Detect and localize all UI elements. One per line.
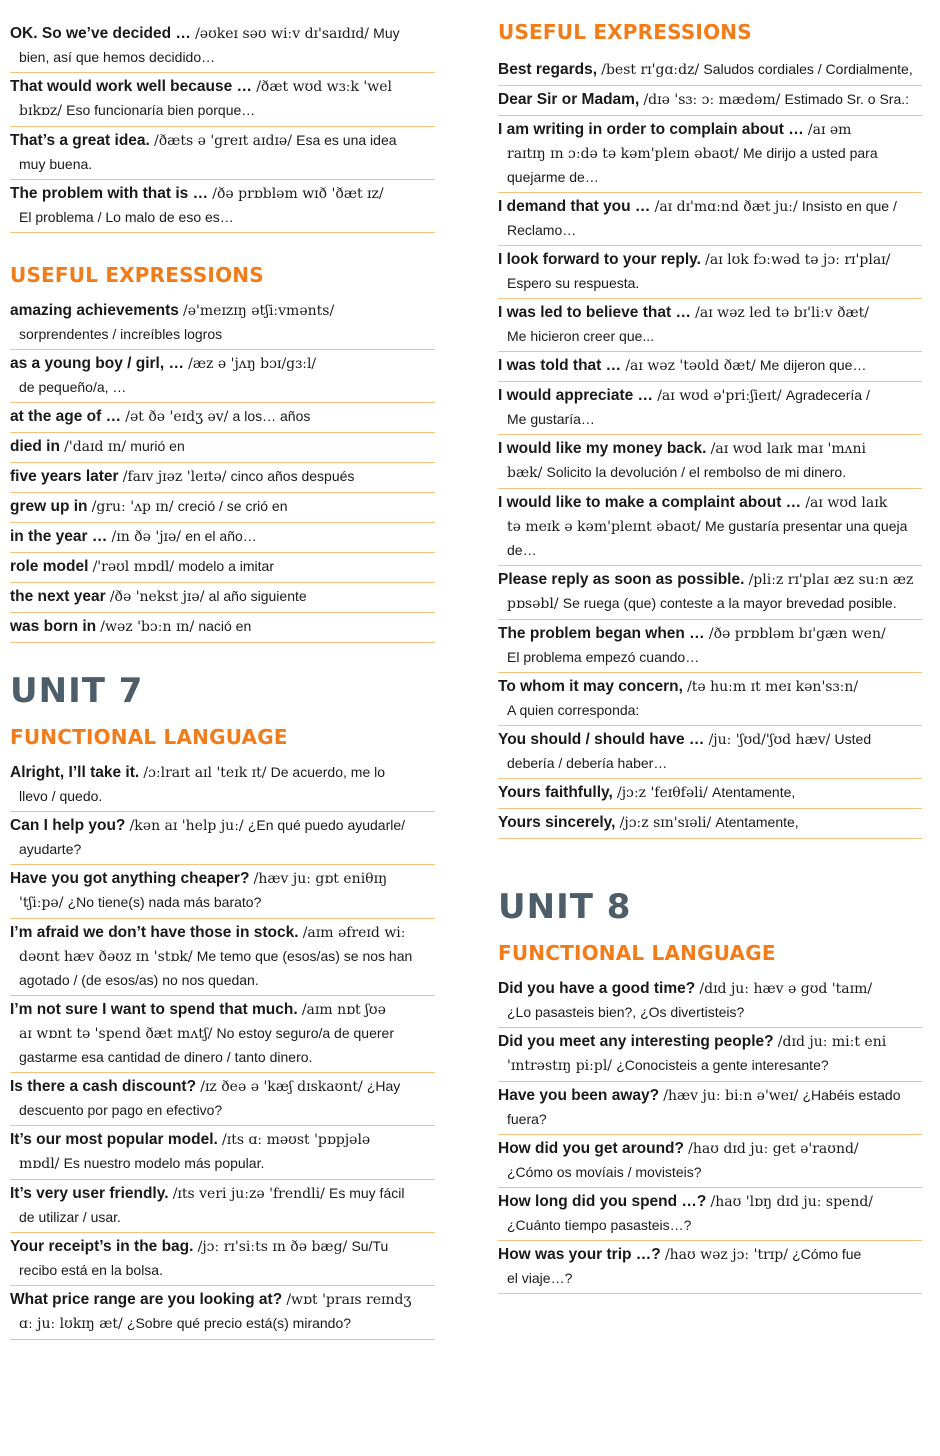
- list-item: [498, 673, 922, 726]
- entry-pronunciation: /ɪn ðə 'jɪə/: [111, 529, 182, 545]
- entry-continuation: [10, 1259, 435, 1282]
- entry-pronunciation: /dɪə 'sɜː ɔː mædəm/: [643, 92, 781, 108]
- entry-translation: Me dijeron que…: [759, 357, 867, 373]
- entry-term: Have you been away?: [498, 1087, 660, 1104]
- entry-pronunciation: /best rɪ'gɑːdz/: [601, 62, 700, 78]
- list-item: [498, 116, 922, 193]
- entry-translation-cont: muy buena.: [19, 156, 93, 172]
- entry-continuation: [498, 1161, 922, 1184]
- entry-continuation: [498, 1001, 922, 1024]
- entry-translation-cont: Me gustaría…: [507, 411, 595, 427]
- unit-8-title: UNIT 8: [498, 887, 632, 927]
- entry-translation: cinco años después: [230, 468, 355, 484]
- entry-continuation: [10, 323, 435, 346]
- entry-continuation: [498, 752, 922, 775]
- entry-continuation: [498, 408, 922, 431]
- entry-translation-cont: Me gustaría presentar una queja de…: [507, 518, 908, 558]
- functional-language-heading: FUNCTIONAL LANGUAGE: [498, 941, 776, 965]
- entry-term: died in: [10, 438, 60, 455]
- entry-term: I look forward to your reply.: [498, 251, 701, 268]
- entry-translation-cont: de pequeño/a, …: [19, 379, 127, 395]
- entry-pronunciation: /əʊkeɪ səʊ wiːv dɪ'saɪdɪd/: [195, 26, 369, 42]
- list-item: [498, 566, 922, 620]
- entry-pronunciation: /ðæts ə 'greɪt aɪdɪə/: [154, 133, 292, 149]
- list-item: [498, 620, 922, 673]
- entry-pronunciation: /ɪts veri juːzə 'frendli/: [172, 1186, 325, 1202]
- list-item: [498, 86, 922, 116]
- entry-pronunciation: /ɪz ðeə ə 'kæʃ dɪskaʊnt/: [200, 1079, 363, 1095]
- entry-continuation: [498, 1267, 922, 1290]
- entry-term: I would like my money back.: [498, 440, 707, 457]
- entry-term: Have you got anything cheaper?: [10, 870, 250, 887]
- entry-pronunciation: /æz ə 'jʌŋ bɔɪ/gɜːl/: [188, 356, 317, 372]
- list-item: [10, 403, 435, 433]
- entry-pronunciation: /haʊ dɪd juː get ə'raʊnd/: [688, 1141, 859, 1157]
- list-item: [10, 1073, 435, 1126]
- entry-translation-cont: Se ruega (que) conteste a la mayor brevedad posible.: [562, 595, 897, 611]
- entry-pronunciation: /faɪv jɪəz 'leɪtə/: [122, 469, 227, 485]
- entry-continuation: [498, 1108, 922, 1131]
- entry-continuation: [10, 1206, 435, 1229]
- entry-translation: a los… años: [232, 408, 311, 424]
- entry-continuation: [498, 142, 922, 189]
- list-item: [498, 726, 922, 779]
- list-item: [10, 553, 435, 583]
- entry-translation: ¿En qué puedo ayudarle/: [247, 817, 406, 833]
- entry-term: Did you meet any interesting people?: [498, 1033, 774, 1050]
- entry-term: amazing achievements: [10, 302, 179, 319]
- entry-pronunciation: /aɪ wəz 'təʊld ðæt/: [625, 358, 756, 374]
- entry-translation: modelo a imitar: [178, 558, 274, 574]
- entry-term: five years later: [10, 468, 119, 485]
- list-item: [10, 180, 435, 233]
- entry-translation-cont: ¿Conocisteis a gente interesante?: [616, 1057, 829, 1073]
- entry-continuation: [10, 1312, 435, 1336]
- entry-continuation: [10, 46, 435, 69]
- entry-term: What price range are you looking at?: [10, 1291, 283, 1308]
- entry-translation-cont: Me temo que (esos/as) se nos han agotado / (de esos/as) no nos quedan.: [19, 948, 413, 988]
- entry-term: The problem with that is …: [10, 185, 209, 202]
- entry-term: Dear Sir or Madam,: [498, 91, 640, 108]
- entry-pronunciation: /kən aɪ 'help juː/: [129, 818, 244, 834]
- entry-continuation: [10, 99, 435, 123]
- list-item: [498, 246, 922, 299]
- entry-pronunciation: /ət ðə 'eɪdʒ əv/: [125, 409, 229, 425]
- entry-translation: Usted: [834, 731, 872, 747]
- entry-translation-cont: recibo está en la bolsa.: [19, 1262, 163, 1278]
- list-item: [498, 1028, 922, 1082]
- entry-translation: nació en: [198, 618, 252, 634]
- entry-term: I was told that …: [498, 357, 622, 374]
- entry-translation: en el año…: [185, 528, 257, 544]
- entry-translation: Estimado Sr. o Sra.:: [784, 91, 910, 107]
- entry-pronunciation: /aɪ wəz led tə bɪ'liːv ðæt/: [695, 305, 869, 321]
- entry-continuation: [10, 785, 435, 808]
- entry-pronunciation: /aɪ wʊd laɪk: [805, 495, 888, 511]
- entry-translation: Atentamente,: [715, 814, 799, 830]
- entry-term: How did you get around?: [498, 1140, 684, 1157]
- entry-continuation: [10, 1152, 435, 1176]
- entry-pronunciation: /wɒt 'praɪs reɪndʒ: [286, 1292, 412, 1308]
- entry-translation-cont: bien, así que hemos decidido…: [19, 49, 216, 65]
- entry-term: It’s our most popular model.: [10, 1131, 218, 1148]
- entry-pronunciation: /aɪ wʊd laɪk maɪ 'mʌni: [710, 441, 867, 457]
- entry-continuation: [498, 1054, 922, 1078]
- list-item: [498, 1241, 922, 1294]
- entry-pronunciation: /dɪd juː miːt eni: [777, 1034, 887, 1050]
- useful-expressions-list: [10, 297, 435, 643]
- entry-pronunciation: /jɔːz sɪn'sɪəli/: [619, 815, 712, 831]
- entry-term: role model: [10, 558, 89, 575]
- entry-pronunciation-cont: tə meɪk ə kəm'pleɪnt əbaʊt/: [507, 519, 701, 535]
- entry-term: at the age of …: [10, 408, 122, 425]
- entry-pronunciation: /aɪ dɪ'mɑːnd ðæt juː/: [654, 199, 798, 215]
- entry-term: Best regards,: [498, 61, 598, 78]
- list-item: [10, 433, 435, 463]
- entry-continuation: [10, 153, 435, 176]
- entry-pronunciation: /juː 'ʃʊd/'ʃʊd hæv/: [708, 732, 831, 748]
- list-item: [10, 20, 435, 73]
- entry-translation-cont: No estoy seguro/a de querer gastarme esa cantidad de dinero / tanto dinero.: [19, 1025, 394, 1065]
- entry-continuation: [498, 272, 922, 295]
- list-item: [498, 1188, 922, 1241]
- entry-continuation: [10, 945, 435, 992]
- entry-continuation: [498, 646, 922, 669]
- entry-translation-cont: ¿No tiene(s) nada más barato?: [67, 894, 262, 910]
- list-item: [10, 297, 435, 350]
- entry-translation: De acuerdo, me lo: [270, 764, 386, 780]
- list-item: [10, 613, 435, 643]
- entry-term: grew up in: [10, 498, 88, 515]
- entry-pronunciation: /pliːz rɪ'plaɪ æz suːn æz: [748, 572, 914, 588]
- entry-term: Please reply as soon as possible.: [498, 571, 745, 588]
- list-item: [498, 193, 922, 246]
- entry-pronunciation: /aɪm nɒt ʃʊə: [301, 1002, 386, 1018]
- entry-translation-cont: Me dirijo a usted para quejarme de…: [507, 145, 878, 185]
- entry-pronunciation-cont: bɪkɒz/: [19, 103, 62, 119]
- list-item: [10, 127, 435, 180]
- unit-7-title: UNIT 7: [10, 671, 144, 711]
- entry-term: To whom it may concern,: [498, 678, 683, 695]
- entry-continuation: [498, 461, 922, 485]
- list-item: [498, 1082, 922, 1135]
- list-item: [498, 1135, 922, 1188]
- entry-term: Your receipt’s in the bag.: [10, 1238, 194, 1255]
- functional-language-heading: FUNCTIONAL LANGUAGE: [10, 725, 288, 749]
- entry-term: Yours sincerely,: [498, 814, 616, 831]
- entry-pronunciation-cont: aɪ wɒnt tə 'spend ðæt mʌtʃ/: [19, 1026, 213, 1042]
- entry-pronunciation: /gruː 'ʌp ɪn/: [91, 499, 174, 515]
- entry-translation-cont: Me hicieron creer que...: [507, 328, 655, 344]
- entry-translation-cont: ¿Lo pasasteis bien?, ¿Os divertisteis?: [507, 1004, 745, 1020]
- entry-translation-cont: Espero su respuesta.: [507, 275, 640, 291]
- entry-pronunciation-cont: ɑː juː lʊkɪŋ æt/: [19, 1316, 123, 1332]
- entry-translation-cont: de utilizar / usar.: [19, 1209, 121, 1225]
- entry-term: You should / should have …: [498, 731, 705, 748]
- list-item: [10, 919, 435, 996]
- entry-continuation: [10, 1099, 435, 1122]
- entry-pronunciation: /hæv juː gɒt eniθɪŋ: [253, 871, 388, 887]
- entry-pronunciation: /aɪm əfreɪd wiː: [302, 925, 406, 941]
- entry-translation-cont: Es nuestro modelo más popular.: [63, 1155, 265, 1171]
- entry-continuation: [10, 891, 435, 915]
- list-item: [498, 809, 922, 839]
- entry-translation-cont: El problema / Lo malo de eso es…: [19, 209, 234, 225]
- list-item: [498, 382, 922, 435]
- entry-pronunciation-cont: 'tʃiːpə/: [19, 895, 64, 911]
- list-item: [10, 1286, 435, 1340]
- list-item: [10, 759, 435, 812]
- entry-translation-cont: ayudarte?: [19, 841, 82, 857]
- entry-translation-cont: A quien corresponda:: [507, 702, 640, 718]
- entry-pronunciation: /hæv juː biːn ə'weɪ/: [663, 1088, 799, 1104]
- entry-term: I am writing in order to complain about …: [498, 121, 804, 138]
- list-item: [10, 493, 435, 523]
- entry-pronunciation: /'rəʊl mɒdl/: [92, 559, 175, 575]
- left-column: [10, 0, 435, 1340]
- entry-term: That would work well because …: [10, 78, 253, 95]
- entry-continuation: [10, 1022, 435, 1069]
- entry-pronunciation-cont: dəʊnt hæv ðəʊz ɪn 'stɒk/: [19, 949, 193, 965]
- entry-pronunciation-cont: 'ɪntrəstɪŋ piːpl/: [507, 1058, 613, 1074]
- entry-continuation: [498, 592, 922, 616]
- entry-continuation: [10, 838, 435, 861]
- entry-translation-cont: ¿Cómo os movíais / movisteis?: [507, 1164, 702, 1180]
- entry-term: The problem began when …: [498, 625, 705, 642]
- entry-translation-cont: ¿Sobre qué precio está(s) mirando?: [126, 1315, 352, 1331]
- entry-translation-cont: Solicito la devolución / el rembolso de mi dinero.: [546, 464, 847, 480]
- list-item: [10, 1126, 435, 1180]
- entry-pronunciation: /jɔː rɪ'siːts ɪn ðə bæg/: [197, 1239, 348, 1255]
- entry-term: Is there a cash discount?: [10, 1078, 197, 1095]
- list-item: [498, 489, 922, 566]
- entry-translation: ¿Cómo fue: [792, 1246, 862, 1262]
- entry-continuation: [498, 699, 922, 722]
- functional-language-list: [498, 975, 922, 1294]
- entry-continuation: [498, 325, 922, 348]
- list-item: [10, 523, 435, 553]
- list-item: [498, 56, 922, 86]
- entry-term: Yours faithfully,: [498, 784, 613, 801]
- entry-pronunciation: /ðə 'nekst jɪə/: [109, 589, 205, 605]
- entry-translation-cont: llevo / quedo.: [19, 788, 103, 804]
- entry-translation: Es muy fácil: [328, 1185, 405, 1201]
- entry-term: was born in: [10, 618, 97, 635]
- entry-continuation: [10, 376, 435, 399]
- entry-continuation: [498, 219, 922, 242]
- entry-translation-cont: El problema empezó cuando…: [507, 649, 700, 665]
- entry-pronunciation-cont: bæk/: [507, 465, 543, 481]
- entry-pronunciation: /haʊ 'lɒŋ dɪd juː spend/: [710, 1194, 874, 1210]
- entry-term: I demand that you …: [498, 198, 651, 215]
- entry-translation: creció / se crió en: [177, 498, 288, 514]
- entry-translation: Muy: [373, 25, 400, 41]
- entry-term: I was led to believe that …: [498, 304, 691, 321]
- entry-translation-cont: Eso funcionaría bien porque…: [66, 102, 256, 118]
- entry-pronunciation-cont: pɒsəbl/: [507, 596, 559, 612]
- top-entries-list: [10, 20, 435, 233]
- entry-translation: Su/Tu: [351, 1238, 389, 1254]
- entry-translation: ¿Habéis estado: [802, 1087, 901, 1103]
- entry-term: I would like to make a complaint about …: [498, 494, 802, 511]
- list-item: [498, 299, 922, 352]
- entry-term: Can I help you?: [10, 817, 126, 834]
- entry-term: the next year: [10, 588, 106, 605]
- entry-pronunciation: /aɪ wʊd ə'priːʃieɪt/: [657, 388, 782, 404]
- entry-pronunciation: /aɪ əm: [807, 122, 852, 138]
- entry-pronunciation: /ə'meɪzɪŋ ətʃiːvmənts/: [183, 303, 335, 319]
- entry-term: I would appreciate …: [498, 387, 654, 404]
- entry-translation-cont: fuera?: [507, 1111, 547, 1127]
- list-item: [10, 1180, 435, 1233]
- entry-translation: murió en: [130, 438, 185, 454]
- list-item: [10, 1233, 435, 1286]
- entry-term: I’m afraid we don’t have those in stock.: [10, 924, 299, 941]
- entry-translation-cont: sorprendentes / increíbles logros: [19, 326, 223, 342]
- entry-translation-cont: ¿Cuánto tiempo pasasteis…?: [507, 1217, 692, 1233]
- entry-term: Did you have a good time?: [498, 980, 696, 997]
- entry-translation-cont: Reclamo…: [507, 222, 577, 238]
- list-item: [498, 435, 922, 489]
- entry-translation: Atentamente,: [711, 784, 796, 800]
- entry-pronunciation: /haʊ wəz jɔː 'trɪp/: [664, 1247, 788, 1263]
- useful-expressions-heading: USEFUL EXPRESSIONS: [498, 20, 752, 44]
- entry-translation: Esa es una idea: [296, 132, 397, 148]
- entry-pronunciation: /dɪd juː hæv ə gʊd 'taɪm/: [699, 981, 873, 997]
- entry-pronunciation: /wəz 'bɔːn ɪn/: [100, 619, 195, 635]
- entry-pronunciation-cont: mɒdl/: [19, 1156, 60, 1172]
- list-item: [10, 463, 435, 493]
- entry-term: I’m not sure I want to spend that much.: [10, 1001, 298, 1018]
- list-item: [10, 583, 435, 613]
- entry-term: That’s a great idea.: [10, 132, 150, 149]
- entry-translation: al año siguiente: [208, 588, 307, 604]
- list-item: [498, 975, 922, 1028]
- entry-continuation: [498, 1214, 922, 1237]
- entry-pronunciation: /tə huːm ɪt meɪ kən'sɜːn/: [687, 679, 859, 695]
- entry-pronunciation: /ðə prɒbləm bɪ'gæn wen/: [708, 626, 886, 642]
- list-item: [10, 996, 435, 1073]
- entry-term: in the year …: [10, 528, 108, 545]
- entry-term: OK. So we’ve decided …: [10, 25, 191, 42]
- entry-pronunciation: /ðə prɒbləm wɪð 'ðæt ɪz/: [212, 186, 384, 202]
- right-column: [498, 0, 922, 1294]
- entry-pronunciation: /ɪts ɑː məʊst 'pɒpjələ: [222, 1132, 371, 1148]
- entry-translation: Agradecería /: [785, 387, 870, 403]
- list-item: [498, 352, 922, 382]
- entry-term: How long did you spend …?: [498, 1193, 707, 1210]
- useful-expressions-list: [498, 56, 922, 839]
- entry-translation-cont: descuento por pago en efectivo?: [19, 1102, 223, 1118]
- entry-continuation: [498, 515, 922, 562]
- entry-term: It’s very user friendly.: [10, 1185, 169, 1202]
- entry-translation: Insisto en que /: [801, 198, 897, 214]
- entry-translation: ¿Hay: [366, 1078, 401, 1094]
- useful-expressions-heading: USEFUL EXPRESSIONS: [10, 263, 264, 287]
- entry-pronunciation: /jɔːz 'feɪθfəli/: [617, 785, 708, 801]
- entry-translation-cont: el viaje…?: [507, 1270, 573, 1286]
- entry-translation-cont: debería / debería haber…: [507, 755, 668, 771]
- entry-continuation: [10, 206, 435, 229]
- entry-pronunciation: /ðæt wʊd wɜːk 'wel: [256, 79, 393, 95]
- list-item: [498, 779, 922, 809]
- entry-term: Alright, I’ll take it.: [10, 764, 140, 781]
- list-item: [10, 350, 435, 403]
- list-item: [10, 865, 435, 919]
- entry-pronunciation-cont: raɪtɪŋ ɪn ɔːdə tə kəm'pleɪn əbaʊt/: [507, 146, 739, 162]
- entry-pronunciation: /'daɪd ɪn/: [64, 439, 127, 455]
- list-item: [10, 73, 435, 127]
- entry-term: as a young boy / girl, …: [10, 355, 184, 372]
- entry-pronunciation: /ɔːlraɪt aɪl 'teɪk ɪt/: [143, 765, 267, 781]
- functional-language-list: [10, 759, 435, 1340]
- entry-term: How was your trip …?: [498, 1246, 661, 1263]
- entry-translation: Saludos cordiales / Cordialmente,: [703, 61, 913, 77]
- list-item: [10, 812, 435, 865]
- entry-pronunciation: /aɪ lʊk fɔːwəd tə jɔː rɪ'plaɪ/: [705, 252, 891, 268]
